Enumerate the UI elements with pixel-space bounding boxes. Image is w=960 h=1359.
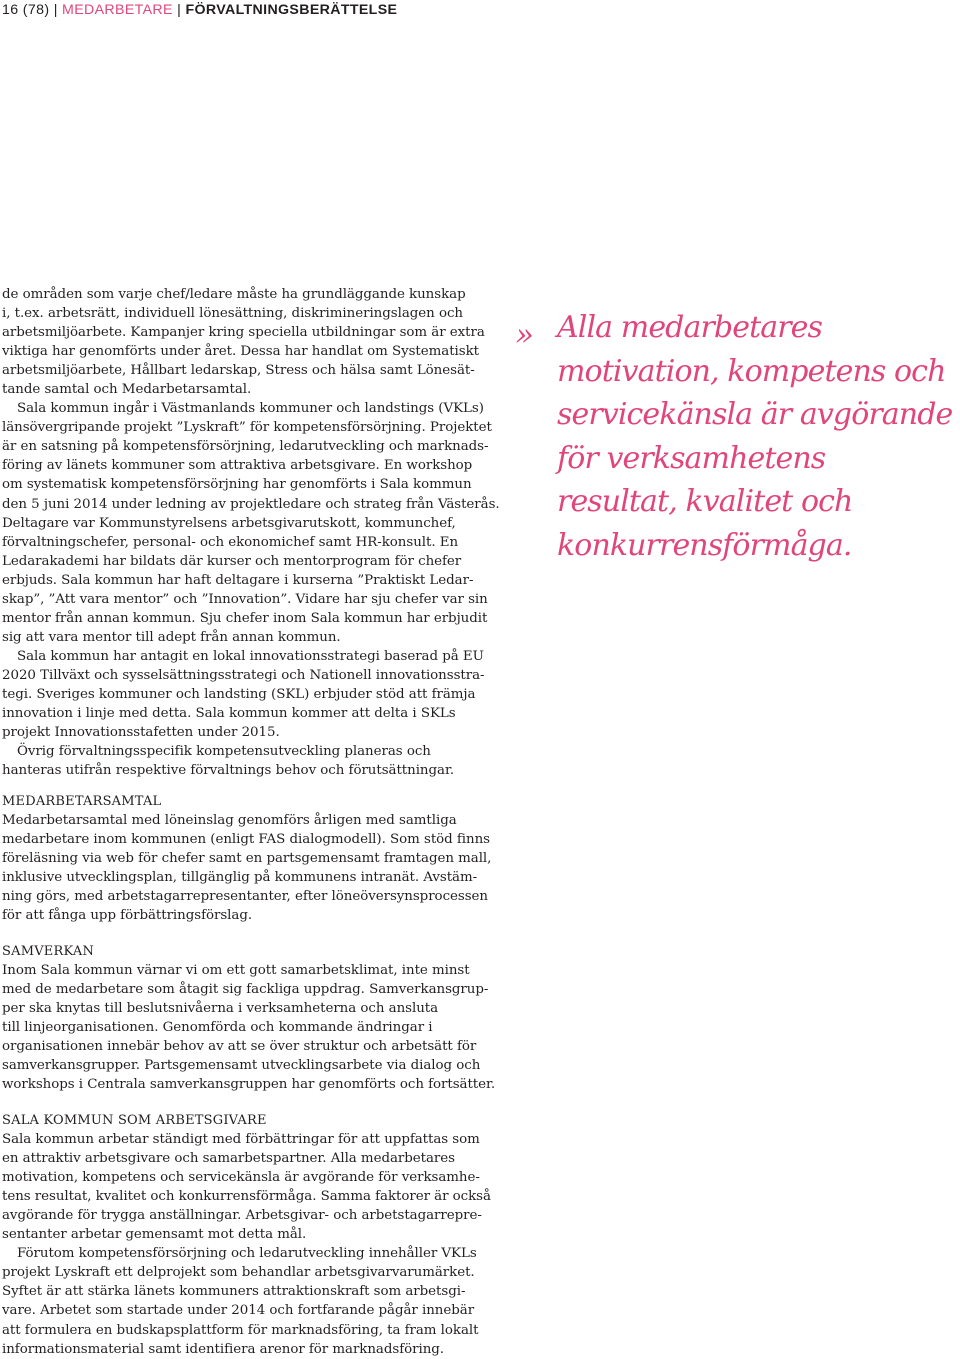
body-line: Övrig förvaltningsspecifik kompetensutveckling planeras och [17, 744, 431, 760]
quote-mark-icon: » [515, 317, 534, 353]
body-line: motivation, kompetens och servicekänsla är avgörande för verksamhe- [2, 1170, 480, 1186]
body-line: Deltagare var Kommunstyrelsens arbetsgivarutskott, kommunchef, [2, 515, 456, 531]
body-line: innovation i linje med detta. Sala kommun kommer att delta i SKLs [2, 706, 456, 722]
body-line: projekt Innovationsstafetten under 2015. [2, 725, 280, 741]
body-line: till linjeorganisationen. Genomförda och kommande ändringar i [2, 1020, 433, 1036]
body-line: tegi. Sveriges kommuner och landsting (SKL) erbjuder stöd att främja [2, 686, 476, 702]
body-line: informationsmaterial samt identifiera arenor för marknadsföring. [2, 1341, 445, 1357]
pull-quote-line: Alla medarbetares [557, 310, 822, 345]
section-sala-kommun-som-arbetsgivare [2, 1111, 490, 1359]
body-line: arbetsmiljöarbete. Kampanjer kring speciella utbildningar som är extra [2, 325, 485, 341]
body-line: Sala kommun har antagit en lokal innovationsstrategi baserad på EU [17, 648, 484, 664]
body-line: sentanter arbetar gemensamt mot detta mål. [2, 1227, 307, 1243]
body-line: förvaltningschefer, personal- och ekonomichef samt HR-konsult. En [2, 534, 459, 550]
section-medarbetarsamtal [2, 792, 490, 925]
body-line: länsövergripande projekt ”Lyskraft” för kompetensförsörjning. Projektet [2, 420, 492, 436]
chapter-name: FÖRVALTNINGSBERÄTTELSE [185, 2, 398, 18]
pull-quote-line: motivation, kompetens och [557, 353, 946, 389]
body-line: föreläsning via web för chefer samt en partsgemensamt framtagen mall, [2, 851, 492, 867]
body-line: avgörande för trygga anställningar. Arbetsgivar- och arbetstagarrepre- [2, 1208, 482, 1224]
body-line: workshops i Centrala samverkansgruppen har genomförts och fortsätter. [2, 1077, 496, 1093]
body-line: arbetsmiljöarbete, Hållbart ledarskap, Stress och hälsa samt Lönesät- [2, 363, 475, 379]
body-line: samverkansgrupper. Partsgemensamt utvecklingsarbete via dialog och [2, 1058, 481, 1074]
section-heading: SAMVERKAN [2, 944, 95, 959]
body-line: viktiga har genomförts under året. Dessa har handlat om Systematiskt [2, 344, 479, 360]
header-separator: | [177, 2, 182, 18]
section-heading: SALA KOMMUN SOM ARBETSGIVARE [2, 1113, 267, 1128]
body-line: Ledarakademi har bildats där kurser och mentorprogram för chefer [2, 553, 462, 569]
body-line: att formulera en budskapsplattform för marknadsföring, ta fram lokalt [2, 1322, 479, 1338]
body-line: Inom Sala kommun värnar vi om ett gott samarbetsklimat, inte minst [2, 963, 470, 979]
pull-quote-line: konkurrensförmåga. [557, 527, 852, 563]
body-line: Förutom kompetensförsörjning och ledarutveckling innehåller VKLs [17, 1246, 477, 1262]
pull-quote [515, 306, 960, 568]
body-line: organisationen innebär behov av att se över struktur och arbetsätt för [2, 1039, 477, 1055]
body-line: tens resultat, kvalitet och konkurrensförmåga. Samma faktorer är också [2, 1189, 491, 1205]
body-line: Sala kommun ingår i Västmanlands kommuner och landstings (VKLs) [17, 401, 484, 417]
body-line: sig att vara mentor till adept från annan kommun. [2, 629, 341, 645]
body-line: de områden som varje chef/ledare måste ha grundläggande kunskap [2, 287, 466, 302]
body-line: medarbetare inom kommunen (enligt FAS dialogmodell). Som stöd finns [2, 832, 490, 848]
pull-quote-line: resultat, kvalitet och [557, 484, 853, 520]
body-line: föring av länets kommuner som attraktiva arbetsgivare. En workshop [2, 458, 473, 474]
body-line: 2020 Tillväxt och sysselsättningsstrategi och Nationell innovationsstra- [2, 667, 485, 683]
body-line: projekt Lyskraft ett delprojekt som behandlar arbetsgivarvarumärket. [2, 1265, 475, 1281]
body-line: tande samtal och Medarbetarsamtal. [2, 382, 252, 398]
body-line: inklusive utvecklingsplan, tillgänglig på kommunens intranät. Avstäm- [2, 870, 478, 886]
body-line: Syftet är att stärka länets kommuners attraktionskraft som arbetsgi- [2, 1284, 466, 1300]
body-line: Sala kommun arbetar ständigt med förbättringar för att uppfattas som [2, 1132, 480, 1148]
page-header [2, 0, 397, 20]
section-name: MEDARBETARE [62, 2, 173, 18]
body-line: skap”, ”Att vara mentor” och ”Innovation”. Vidare har sju chefer var sin [2, 591, 488, 607]
header-separator: | [53, 2, 58, 18]
pull-quote-line: för verksamhetens [557, 440, 826, 476]
body-line: erbjuds. Sala kommun har haft deltagare i kurserna ”Praktiskt Ledar- [2, 572, 474, 588]
page-number: 16 (78) [2, 2, 50, 18]
body-line: en attraktiv arbetsgivare och samarbetspartner. Alla medarbetares [2, 1151, 455, 1167]
section-heading: MEDARBETARSAMTAL [2, 794, 162, 809]
pull-quote-line: servicekänsla är avgörande [557, 397, 953, 433]
body-line: om systematisk kompetensförsörjning har genomförts i Sala kommun [2, 477, 472, 493]
section-samverkan [2, 942, 496, 1094]
body-line: är en satsning på kompetensförsörjning, ledarutveckling och marknads- [2, 439, 489, 455]
body-line: Medarbetarsamtal med löneinslag genomförs årligen med samtliga [2, 813, 457, 829]
body-line: mentor från annan kommun. Sju chefer inom Sala kommun har erbjudit [2, 610, 488, 626]
body-line: med de medarbetare som åtagit sig fackliga uppdrag. Samverkansgrup- [2, 982, 489, 998]
body-line: den 5 juni 2014 under ledning av projektledare och strateg från Västerås. [2, 496, 500, 512]
body-line: vare. Arbetet som startade under 2014 och fortfarande pågår innebär [2, 1303, 475, 1319]
body-line: ning görs, med arbetstagarrepresentanter, efter löneöversynsprocessen [2, 889, 488, 905]
body-line: för att fånga upp förbättringsförslag. [2, 908, 253, 924]
body-line: i, t.ex. arbetsrätt, individuell lönesättning, diskrimineringslagen och [2, 306, 463, 322]
intro-body [2, 285, 500, 780]
body-line: hanteras utifrån respektive förvaltnings behov och förutsättningar. [2, 763, 455, 779]
body-line: per ska knytas till beslutsnivåerna i verksamheterna och ansluta [2, 1001, 439, 1017]
